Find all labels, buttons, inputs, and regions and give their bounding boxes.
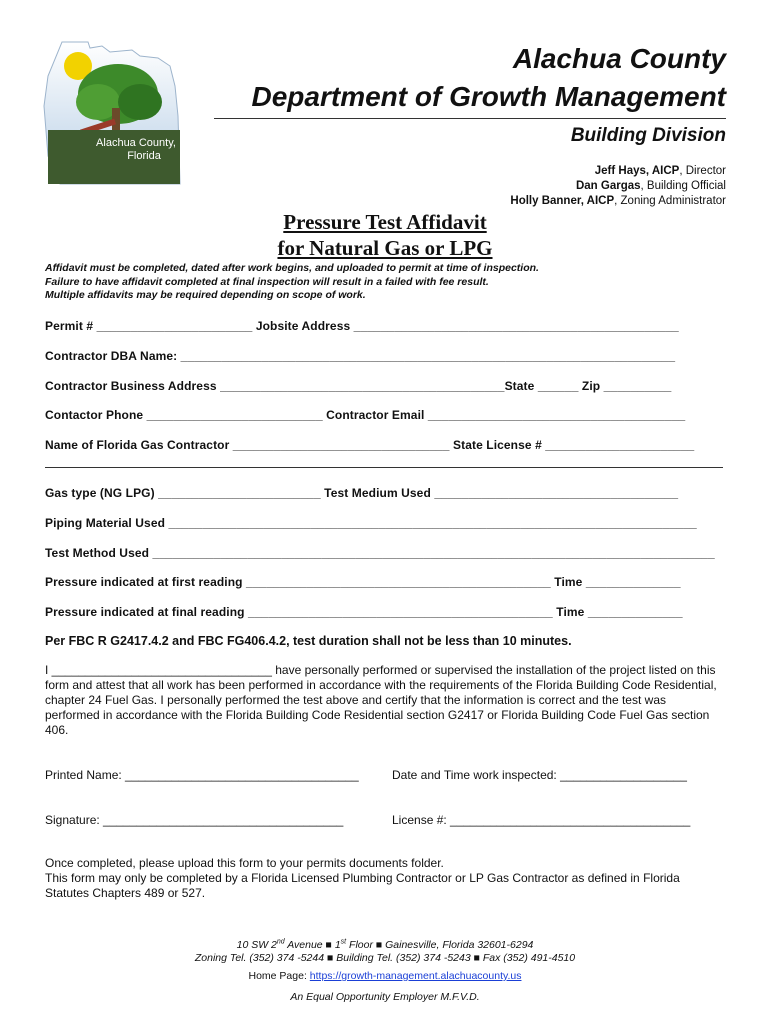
closing-line-3: Statutes Chapters 489 or 527. [45, 886, 206, 900]
footer-eeo: An Equal Opportunity Employer M.F.V.D. [290, 991, 480, 1003]
division-name: Building Division [570, 125, 726, 146]
contractor-dba-field[interactable]: Contractor DBA Name: _________________________________________________________________________ [45, 349, 676, 363]
phone-email-field[interactable]: Contactor Phone __________________________ Contractor Email ______________________________________ [45, 408, 686, 422]
note-2: Failure to have affidavit completed at final inspection will result in a failed with fee result. [45, 275, 489, 288]
county-name: Alachua County [512, 43, 726, 74]
attestation-paragraph[interactable]: I _________________________________ have personally performed or supervised the installation of the project listed on this form and attest that all work has been performed in accordance with the requirements of the Florida Building Code Residential, chapter 24 Fuel Gas. I personally performed the test above and certify that the information is correct and the test was performed in accordance with the Florida Building Code Residential section G2417 or Florida Building Code Fuel Gas section 406. [45, 663, 717, 737]
form-title: Pressure Test Affidavit [283, 210, 487, 234]
gas-type-field[interactable]: Gas type (NG LPG) ________________________ Test Medium Used ____________________________________ [45, 486, 679, 500]
staff-building-official: Dan Gargas, Building Official [575, 180, 726, 192]
printed-name-field[interactable]: Printed Name: ___________________________________ [45, 768, 359, 782]
staff-list [510, 164, 726, 209]
business-address-field[interactable]: Contractor Business Address __________________________________________State ______ Zip __________ [45, 379, 672, 393]
staff-zoning-admin: Holly Banner, AICP, Zoning Administrator [510, 195, 726, 207]
closing-line-1: Once completed, please upload this form to your permits documents folder. [45, 856, 444, 870]
test-method-field[interactable]: Test Method Used ___________________________________________________________________________________ [45, 546, 715, 560]
department-header [252, 40, 726, 116]
staff-director: Jeff Hays, AICP, Director [594, 165, 726, 177]
footer-address: 10 SW 2nd Avenue ■ 1st Floor ■ Gainesville, Florida 32601-6294 [236, 938, 534, 951]
gas-contractor-field[interactable]: Name of Florida Gas Contractor ________________________________ State License # ______________________ [45, 438, 695, 452]
note-3: Multiple affidavits may be required depending on scope of work. [45, 289, 366, 301]
home-page-link[interactable]: https://growth-management.alachuacounty.us [309, 970, 522, 982]
final-pressure-field[interactable]: Pressure indicated at final reading _____________________________________________ Time ______________ [45, 605, 683, 619]
license-field[interactable]: License #: ____________________________________ [392, 813, 691, 827]
logo-text-line2: Florida [127, 150, 161, 162]
signature-field[interactable]: Signature: ____________________________________ [45, 813, 344, 827]
note-1: Affidavit must be completed, dated after work begins, and uploaded to permit at time of inspection. [45, 262, 539, 274]
closing-instructions [45, 856, 680, 901]
form-subtitle: for Natural Gas or LPG [277, 236, 493, 260]
instructions [45, 262, 539, 303]
piping-material-field[interactable]: Piping Material Used ______________________________________________________________________________ [45, 516, 697, 530]
first-pressure-field[interactable]: Pressure indicated at first reading _____________________________________________ Time ______________ [45, 575, 681, 589]
logo-text-line1: Alachua County, [96, 137, 176, 149]
footer-home-page: Home Page: https://growth-management.alachuacounty.us [248, 970, 522, 982]
footer-phones: Zoning Tel. (352) 374 -5244 ■ Building Tel. (352) 374 -5243 ■ Fax (352) 491-4510 [194, 952, 576, 964]
permit-jobsite-field[interactable]: Permit # _______________________ Jobsite Address ________________________________________________ [45, 319, 679, 333]
section-divider [45, 467, 723, 468]
closing-line-2: This form may only be completed by a Florida Licensed Plumbing Contractor or LP Gas Contractor as defined in Florida [45, 871, 680, 885]
code-requirement-note: Per FBC R G2417.4.2 and FBC FG406.4.2, test duration shall not be less than 10 minutes. [45, 634, 572, 648]
date-time-field[interactable]: Date and Time work inspected: ___________________ [392, 768, 687, 782]
department-name: Department of Growth Management [251, 81, 726, 112]
alachua-county-logo [40, 36, 190, 186]
header-divider [214, 118, 726, 119]
